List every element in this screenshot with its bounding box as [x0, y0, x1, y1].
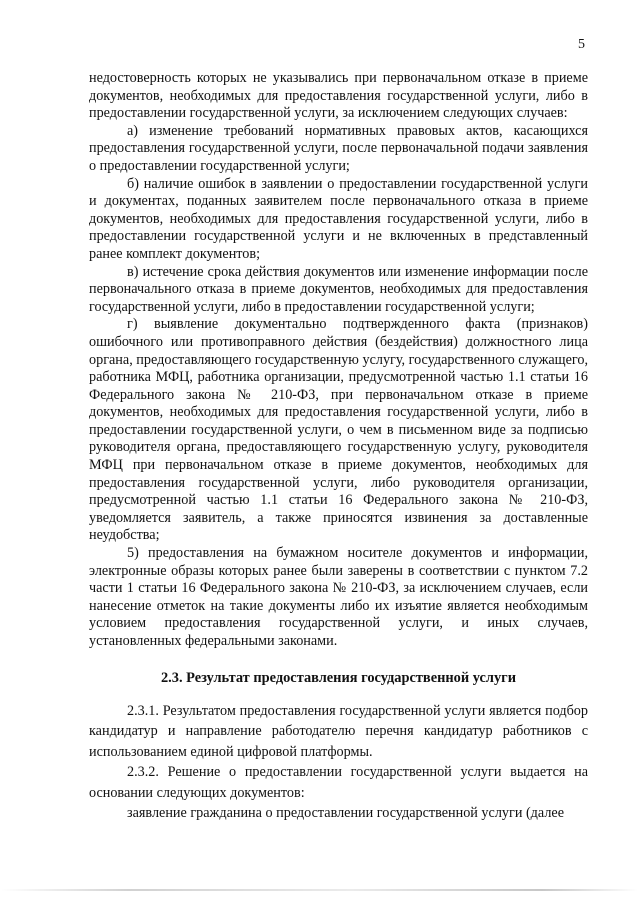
paragraph-application: заявление гражданина о предоставлении государственной услуги (далее [127, 805, 564, 822]
document-body [89, 70, 588, 824]
paragraph-continuation: недостоверность которых не указывались при первоначальном отказе в приеме документов, необходимых для предоставления государственной услуги, либо в предоставлении государственной услуги, за исключением следующих случаев: [89, 70, 588, 122]
paragraph-2-3-1: 2.3.1. Результатом предоставления государственной услуги является подбор кандидатур и направление работодателю перечня кандидатур работников с использованием единой цифровой платформы. [89, 702, 588, 760]
list-item-v: в) истечение срока действия документов или изменение информации после первоначального отказа в приеме документов, необходимых для предоставления государственной услуги, либо в предоставлении государственной услуги; [89, 263, 588, 315]
section-heading: 2.3. Результат предоставления государственной услуги [160, 669, 516, 686]
list-item-b: б) наличие ошибок в заявлении о предоставлении государственной услуги и документах, поданных заявителем после первоначального отказа в приеме документов, необходимых для предоставления государственной услуги, либо в предоставлении государственной услуги и не включенных в представленный ранее комплект документов; [89, 175, 588, 262]
scan-edge-line [0, 889, 638, 891]
list-item-a: а) изменение требований нормативных правовых актов, касающихся предоставления государственной услуги, после первоначальной подачи заявления о предоставлении государственной услуги; [89, 122, 588, 174]
page-number: 5 [578, 37, 585, 52]
list-item-5: 5) предоставления на бумажном носителе документов и информации, электронные образы которых ранее были заверены в соответствии с пунктом 7.2 части 1 статьи 16 Федерального закона № 210-ФЗ, за исключением случаев, если нанесение отметок на такие документы либо их изъятие является необходимым условием предоставления государственной услуги, и иных случаев, установленных федеральными законами. [89, 545, 588, 649]
paragraph-2-3-2: 2.3.2. Решение о предоставлении государственной услуги выдается на основании следующих документов: [89, 764, 588, 801]
list-item-g: г) выявление документально подтвержденного факта (признаков) ошибочного или противоправного действия (бездействия) должностного лица органа, предоставляющего государственную услугу, государственного служащего, работника МФЦ, работника организации, предусмотренной частью 1.1 статьи 16 Федерального закона № 210-ФЗ, при первоначальном отказе в приеме документов, необходимых для предоставления государственной услуги, либо в предоставлении государственной услуги, о чем в письменном виде за подписью руководителя органа, предоставляющего государственную услугу, руководителя МФЦ при первоначальном отказе в приеме документов, необходимых для предоставления государственной услуги, либо руководителя организации, предусмотренной частью 1.1 статьи 16 Федерального закона № 210-ФЗ, уведомляется заявитель, а также приносятся извинения за доставленные неудобства; [89, 316, 588, 544]
